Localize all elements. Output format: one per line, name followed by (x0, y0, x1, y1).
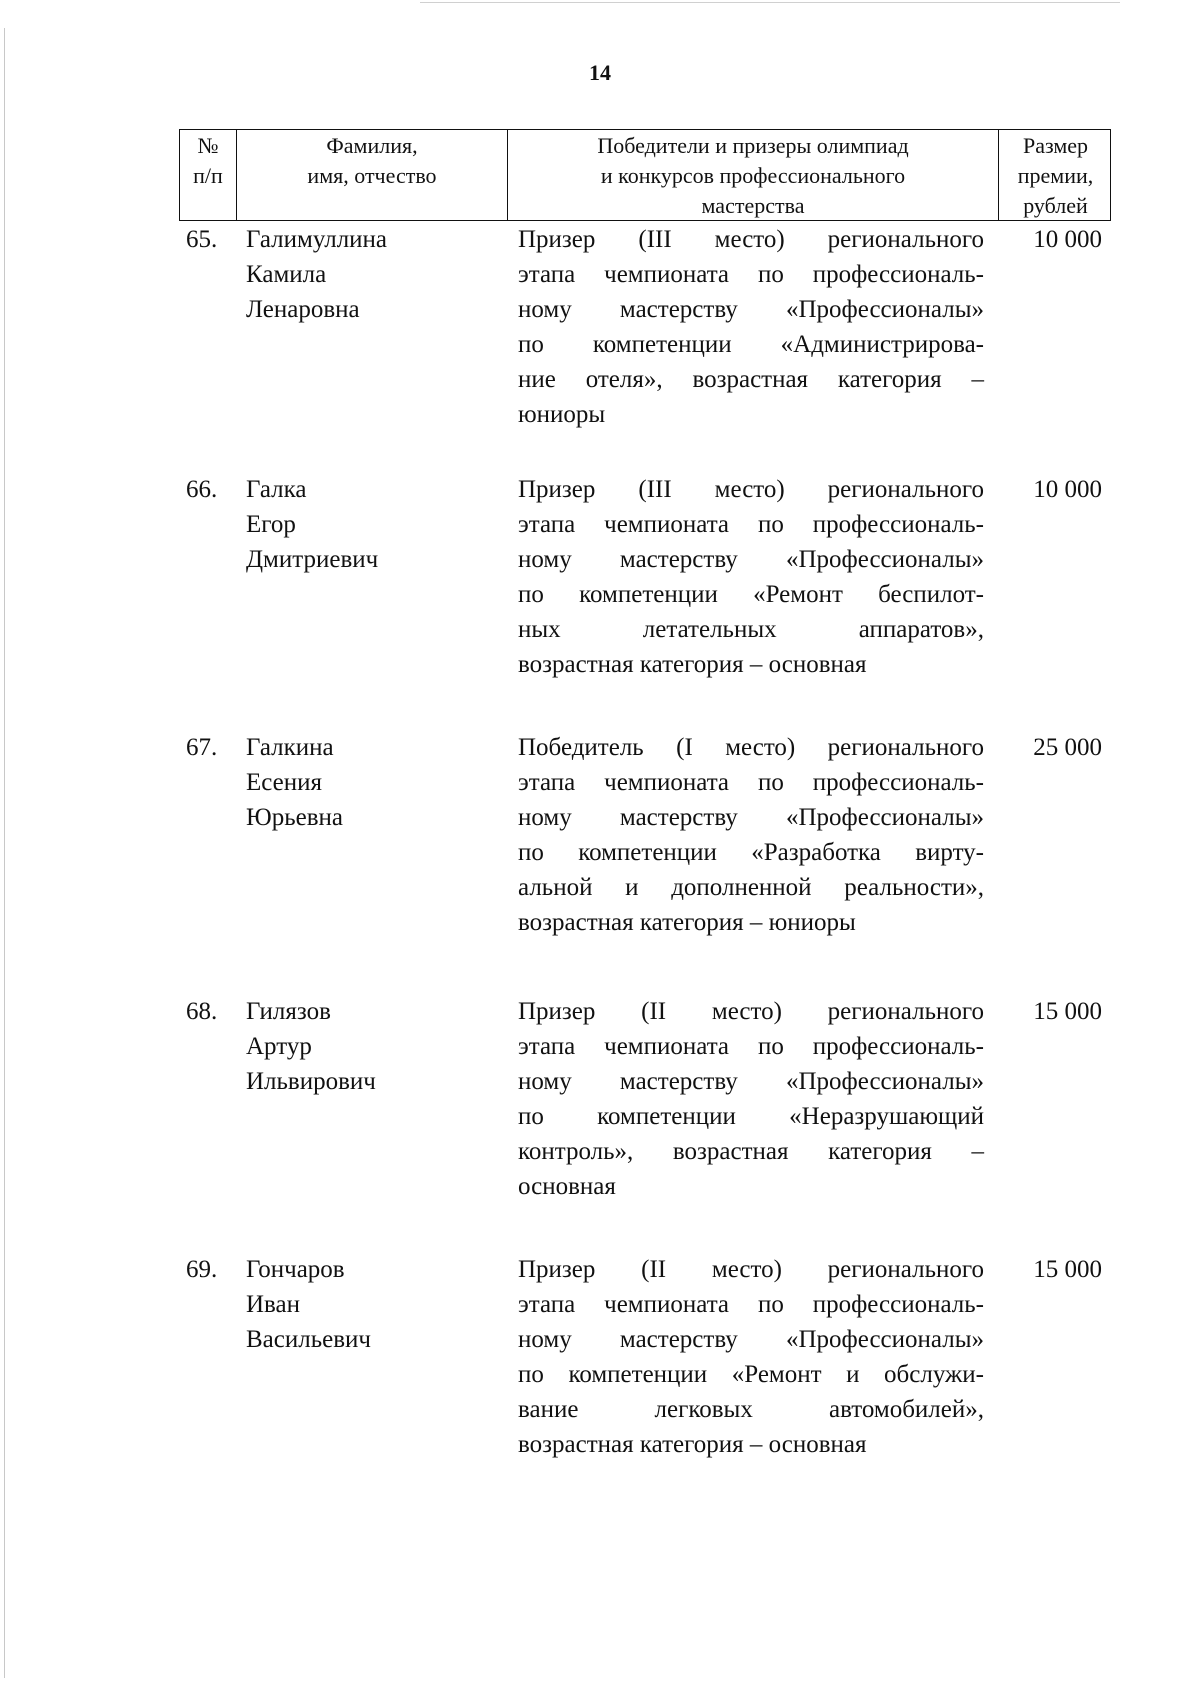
entry-amount: 15 000 (1033, 1256, 1102, 1283)
entry-description (518, 472, 984, 682)
name-line: Иван (246, 1291, 301, 1318)
entry-description (518, 994, 984, 1204)
header-text: премии, (1017, 163, 1094, 188)
description-line: по компетенции «Разработка вирту- (518, 839, 984, 866)
entry-name (246, 1252, 496, 1357)
description-line: этапа чемпионата по профессиональ- (518, 261, 984, 288)
name-line: Ленаровна (246, 296, 360, 323)
description-line: альной и дополненной реальности», (518, 874, 984, 901)
description-line: ному мастерству «Профессионалы» (518, 1068, 984, 1095)
header-text: № (197, 133, 219, 158)
name-line: Дмитриевич (246, 546, 379, 573)
entry-name (246, 472, 496, 577)
header-col-number (180, 130, 236, 220)
description-line: основная (518, 1173, 616, 1200)
description-line: Призер (II место) регионального (518, 998, 984, 1025)
name-line: Васильевич (246, 1326, 371, 1353)
name-line: Гончаров (246, 1256, 345, 1283)
entry-number: 67. (186, 734, 218, 761)
description-line: Призер (II место) регионального (518, 1256, 984, 1283)
name-line: Галкина (246, 734, 334, 761)
description-line: ному мастерству «Профессионалы» (518, 546, 984, 573)
entry-number: 68. (186, 998, 218, 1025)
entry-description (518, 1252, 984, 1462)
entry-description (518, 222, 984, 432)
description-line: этапа чемпионата по профессиональ- (518, 769, 984, 796)
description-line: по компетенции «Администрирова- (518, 331, 984, 358)
description-line: возрастная категория – юниоры (518, 909, 856, 936)
header-col-amount (998, 130, 1112, 220)
name-line: Камила (246, 261, 327, 288)
entry-amount: 25 000 (1033, 734, 1102, 761)
description-line: по компетенции «Неразрушающий (518, 1103, 984, 1130)
name-line: Галка (246, 476, 307, 503)
page-number: 14 (589, 60, 611, 85)
description-line: по компетенции «Ремонт беспилот- (518, 581, 984, 608)
header-text: Победители и призеры олимпиад (597, 133, 909, 158)
name-line: Артур (246, 1033, 312, 1060)
entry-number: 69. (186, 1256, 218, 1283)
header-text: Размер (1022, 133, 1089, 158)
scan-edge (420, 2, 1120, 3)
entry-number: 65. (186, 226, 218, 253)
description-line: по компетенции «Ремонт и обслужи- (518, 1361, 984, 1388)
header-text: и конкурсов профессионального (600, 163, 906, 188)
header-text: п/п (193, 163, 223, 188)
header-col-name (236, 130, 507, 220)
name-line: Гилязов (246, 998, 331, 1025)
description-line: этапа чемпионата по профессиональ- (518, 511, 984, 538)
header-text: мастерства (701, 193, 805, 218)
entry-amount: 10 000 (1033, 476, 1102, 503)
description-line: ние отеля», возрастная категория – (518, 366, 984, 393)
header-text: рублей (1023, 193, 1088, 218)
description-line: Призер (III место) регионального (518, 476, 984, 503)
description-line: этапа чемпионата по профессиональ- (518, 1033, 984, 1060)
entry-number: 66. (186, 476, 218, 503)
entry-amount: 10 000 (1033, 226, 1102, 253)
entry-name (246, 994, 496, 1099)
description-line: Победитель (I место) регионального (518, 734, 984, 761)
entry-name (246, 222, 496, 327)
entry-name (246, 730, 496, 835)
description-line: этапа чемпионата по профессиональ- (518, 1291, 984, 1318)
name-line: Егор (246, 511, 296, 538)
description-line: возрастная категория – основная (518, 651, 867, 678)
entry-description (518, 730, 984, 940)
name-line: Юрьевна (246, 804, 343, 831)
description-line: ному мастерству «Профессионалы» (518, 804, 984, 831)
description-line: возрастная категория – основная (518, 1431, 867, 1458)
name-line: Галимуллина (246, 226, 388, 253)
table-header (179, 129, 1111, 221)
entry-amount: 15 000 (1033, 998, 1102, 1025)
name-line: Есения (246, 769, 323, 796)
description-line: контроль», возрастная категория – (518, 1138, 984, 1165)
description-line: ных летательных аппаратов», (518, 616, 984, 643)
scan-edge (4, 28, 5, 1678)
description-line: ному мастерству «Профессионалы» (518, 1326, 984, 1353)
description-line: вание легковых автомобилей», (518, 1396, 984, 1423)
description-line: Призер (III место) регионального (518, 226, 984, 253)
header-text: имя, отчество (307, 163, 437, 188)
name-line: Ильвирович (246, 1068, 376, 1095)
description-line: ному мастерству «Профессионалы» (518, 296, 984, 323)
description-line: юниоры (518, 401, 606, 428)
header-text: Фамилия, (326, 133, 418, 158)
header-col-description (507, 130, 998, 220)
